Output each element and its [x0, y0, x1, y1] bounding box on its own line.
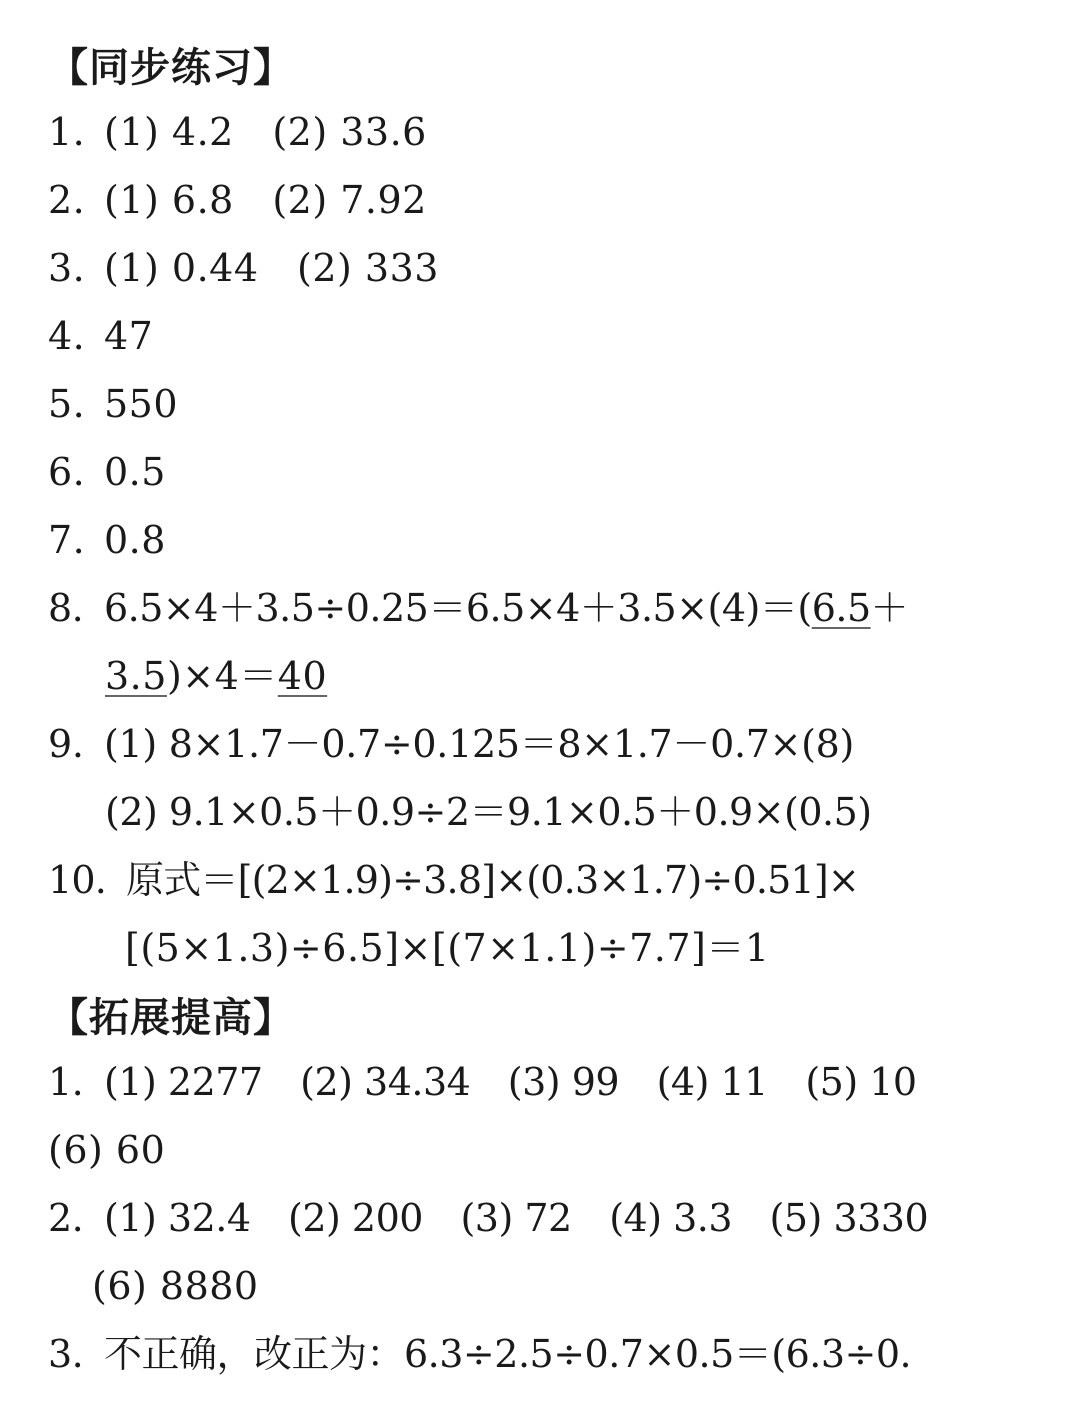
answer-item-sync-7 [48, 510, 166, 570]
equation-part: 6.5×4＋3.5÷0.25＝6.5×4＋3.5×(4)＝( [104, 586, 812, 630]
answer-item-sync-8-line-2 [105, 646, 327, 706]
answer-item-extend-1-line-2 [48, 1120, 165, 1180]
answer-item-sync-10-line-2 [125, 918, 770, 978]
answer-item-sync-10-line-1 [48, 850, 859, 910]
item-answer: (1) 6.8 (2) 7.92 [104, 178, 427, 222]
item-number: 4. [48, 314, 86, 358]
item-number: 1. [48, 1060, 84, 1104]
answer-item-sync-8-line-1 [48, 578, 908, 638]
answer-item-sync-2 [48, 170, 427, 230]
item-number: 1. [48, 110, 86, 154]
item-answer: (1) 0.44 (2) 333 [104, 246, 439, 290]
answer-item-sync-5 [48, 374, 178, 434]
item-number: 5. [48, 382, 86, 426]
item-answer: 47 [104, 314, 154, 358]
answer-item-sync-3 [48, 238, 439, 298]
answer-item-extend-2-line-1 [48, 1188, 928, 1248]
item-number: 7. [48, 518, 86, 562]
item-answer: 550 [104, 382, 179, 426]
answer-item-extend-1-line-1 [48, 1052, 917, 1112]
equation-part: )×4＝ [166, 654, 278, 698]
item-answer: (1) 4.2 (2) 33.6 [104, 110, 427, 154]
answer-item-sync-9-line-2 [105, 782, 872, 842]
underlined-blank: 3.5 [105, 654, 167, 698]
answer-item-sync-4 [48, 306, 153, 366]
item-number: 6. [48, 450, 86, 494]
equation-part: ＋ [870, 586, 909, 630]
item-answer: 原式＝[(2×1.9)÷3.8]×(0.3×1.7)÷0.51]× [126, 858, 859, 902]
item-answer: 不正确，改正为：6.3÷2.5÷0.7×0.5＝(6.3÷0. [104, 1332, 912, 1376]
item-number: 2. [48, 178, 86, 222]
item-answer: 0.8 [104, 518, 166, 562]
underlined-blank: 6.5 [811, 586, 871, 630]
answer-item-sync-9-line-1 [48, 714, 854, 774]
item-answer: (2) 9.1×0.5＋0.9÷2＝9.1×0.5＋0.9×(0.5) [105, 790, 872, 834]
underlined-blank: 40 [277, 654, 328, 698]
answer-item-sync-1 [48, 102, 427, 162]
item-number: 3. [48, 1332, 84, 1376]
item-answer: (1) 8×1.7－0.7÷0.125＝8×1.7－0.7×(8) [104, 722, 855, 766]
item-number: 2. [48, 1196, 84, 1240]
item-number: 9. [48, 722, 84, 766]
answer-item-extend-2-line-2 [92, 1256, 259, 1316]
item-answer: [(5×1.3)÷6.5]×[(7×1.1)÷7.7]＝1 [125, 926, 770, 970]
section-heading-sync-practice: 【同步练习】 [48, 45, 294, 91]
answer-item-sync-6 [48, 442, 166, 502]
item-answer: 0.5 [104, 450, 166, 494]
item-answer: (6) 8880 [92, 1264, 259, 1308]
item-answer: (1) 32.4 (2) 200 (3) 72 (4) 3.3 (5) 3330 [104, 1196, 929, 1240]
answer-item-extend-3 [48, 1324, 911, 1384]
item-answer: (6) 60 [48, 1128, 166, 1172]
item-answer: (1) 2277 (2) 34.34 (3) 99 (4) 11 (5) 10 [104, 1060, 917, 1104]
item-number: 10. [48, 858, 107, 902]
item-number: 8. [48, 586, 84, 630]
item-number: 3. [48, 246, 86, 290]
section-heading-extension: 【拓展提高】 [48, 995, 294, 1041]
